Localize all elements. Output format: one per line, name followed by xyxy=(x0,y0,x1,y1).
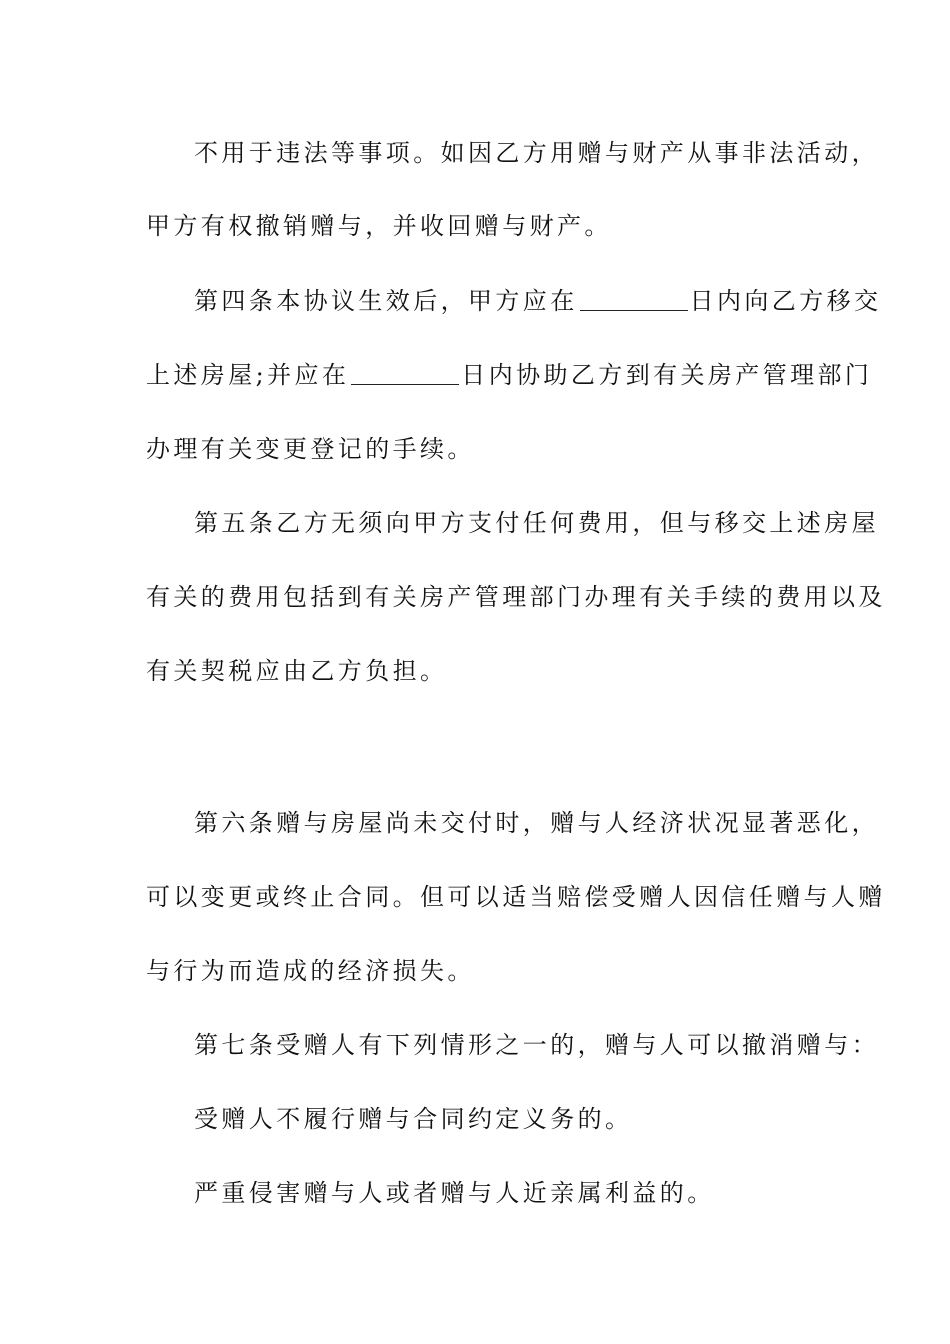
text-segment: 日内协助乙方到有关房产管理部门 xyxy=(461,361,873,389)
text-segment: 上述房屋;并应在 xyxy=(146,361,350,389)
text-line: 与行为而造成的经济损失。 xyxy=(146,957,475,985)
text-line: 有关契税应由乙方负担。 xyxy=(146,657,448,685)
fill-in-blank xyxy=(351,362,459,385)
text-line: 有关的费用包括到有关房产管理部门办理有关手续的费用以及 xyxy=(146,583,886,611)
text-line: 甲方有权撤销赠与，并收回赠与财产。 xyxy=(146,212,612,240)
text-line: 第七条受赠人有下列情形之一的，赠与人可以撤消赠与： xyxy=(194,1031,879,1059)
fill-in-blank xyxy=(580,288,688,311)
text-line: 不用于违法等事项。如因乙方用赠与财产从事非法活动， xyxy=(194,139,879,167)
text-line: 第六条赠与房屋尚未交付时，赠与人经济状况显著恶化， xyxy=(194,809,879,837)
text-segment: 第四条本协议生效后，甲方应在 xyxy=(194,287,578,315)
text-line: 严重侵害赠与人或者赠与人近亲属利益的。 xyxy=(194,1179,715,1207)
text-line: 第五条乙方无须向甲方支付任何费用，但与移交上述房屋 xyxy=(194,509,879,537)
text-segment: 日内向乙方移交 xyxy=(689,287,882,315)
text-line: 办理有关变更登记的手续。 xyxy=(146,435,475,463)
text-line xyxy=(146,360,873,390)
text-line: 受赠人不履行赠与合同约定义务的。 xyxy=(194,1105,633,1133)
text-line xyxy=(194,286,882,316)
text-line: 可以变更或终止合同。但可以适当赔偿受赠人因信任赠与人赠 xyxy=(146,883,886,911)
